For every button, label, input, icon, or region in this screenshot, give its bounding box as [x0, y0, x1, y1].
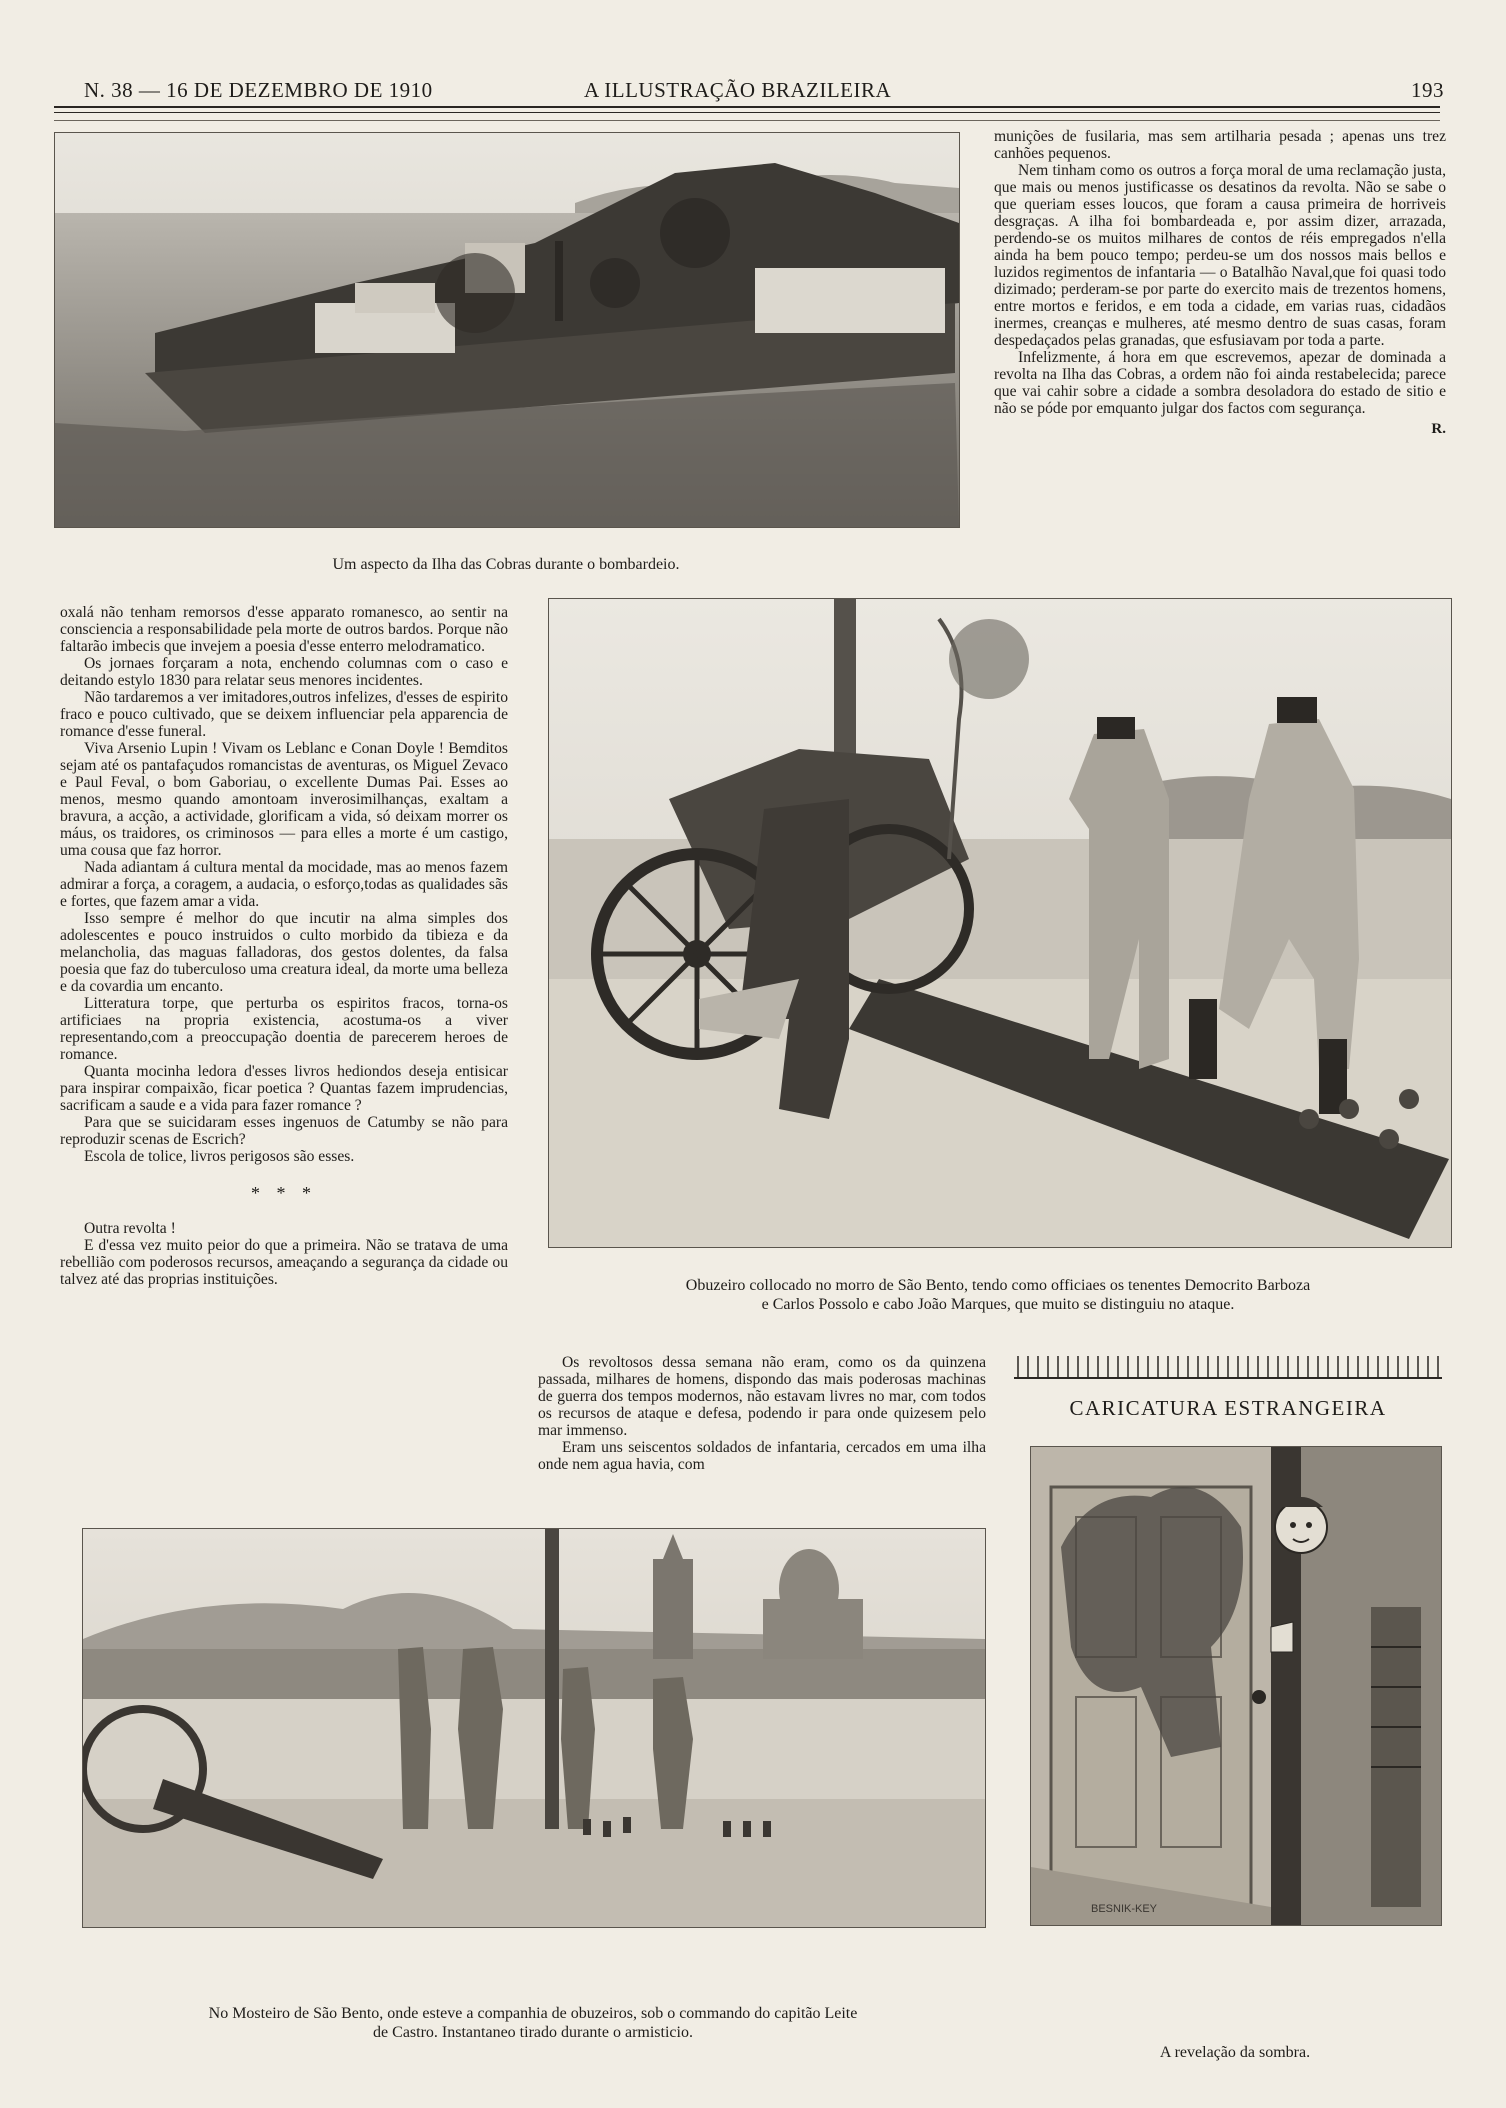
- caption-obuzeiro: [540, 1276, 1456, 1314]
- header-rule-lower: [54, 120, 1440, 121]
- caption-mosteiro: [82, 2004, 984, 2042]
- paragraph: Nada adiantam á cultura mental da mocidade, mas ao menos fazem admirar a força, a coragem, a audacia, o esforço,todas as qualidades sãs e fortes, que fazem amar a vida.: [60, 859, 508, 910]
- paragraph: Quanta mocinha ledora d'esses livros hediondos deseja entisicar para inspirar compaixão, ficar poetica ? Quantas fazem imprudencias, sacrificam a saude e a vida para fazer romance ?: [60, 1063, 508, 1114]
- caricatura-title: CARICATURA ESTRANGEIRA: [1069, 1396, 1387, 1420]
- magazine-title: A ILLUSTRAÇÃO BRAZILEIRA: [584, 78, 892, 102]
- header-rule: [54, 106, 1440, 108]
- illustration-caricatura: [1030, 1446, 1442, 1926]
- paragraph: E d'essa vez muito peior do que a primeira. Não se tratava de uma rebellião com poderosos recursos, ameaçando a segurança da cidade ou talvez até das proprias instituições.: [60, 1237, 508, 1288]
- caption-caricatura: A revelação da sombra.: [1159, 2044, 1311, 2061]
- article-middle: [538, 1354, 986, 1473]
- paragraph: Nem tinham como os outros a força moral de uma reclamação justa, que mais ou menos justificasse os desatinos da revolta. Não se sabe o que queriam esses loucos, que foram a causa primeira de horriveis desgraças. A ilha foi bombardeada e, por assim dizer, arrazada, perdendo-se os muitos milhares de contos de réis empregados n'ella ainda ha bem pouco tempo; perdeu-se um dos nossos mais bellos e luzidos regimentos de infantaria — o Batalhão Naval,que foi quasi todo dizimado; perderam-se por parte do exercito mais de trezentos homens, entre mortos e feridos, e em toda a cidade, em varias ruas, cidadãos inermes, creanças e mulheres, até mesmo dentro de suas casas, foram despedaçados pelas granadas, que esfusiavam por toda a parte.: [994, 162, 1446, 349]
- issue-date: N. 38 — 16 DE DEZEMBRO DE 1910: [84, 78, 433, 102]
- paragraph: oxalá não tenham remorsos d'esse apparato romanesco, ao sentir na consciencia a responsabilidade pela morte de outros bardos. Porque não faltarão imbecis que invejem a poesia d'esse enterro melodramatico.: [60, 604, 508, 655]
- paragraph: Escola de tolice, livros perigosos são esses.: [84, 1148, 355, 1165]
- caption-ilha: Um aspecto da Ilha das Cobras durante o bombardeio.: [332, 556, 680, 573]
- paragraph: Não tardaremos a ver imitadores,outros infelizes, d'esses de espirito fraco e pouco cultivado, que se deixem influenciar pela apparencia de romance d'esse funeral.: [60, 689, 508, 740]
- photo-ilha-das-cobras: [54, 132, 960, 528]
- header-rule-thin: [54, 112, 1440, 113]
- paragraph: Os jornaes forçaram a nota, enchendo columnas com o caso e deitando estylo 1830 para relatar seus menores incidentes.: [60, 655, 508, 689]
- ornamental-border: [1014, 1350, 1442, 1382]
- paragraph: Os revoltosos dessa semana não eram, como os da quinzena passada, milhares de homens, dispondo das mais poderosas machinas de guerra dos tempos modernos, não estavam livres no mar, com todos os recursos de ataque e defesa, podendo ir para onde quizesem pelo mar immenso.: [538, 1354, 986, 1439]
- photo-mosteiro-sao-bento: [82, 1528, 986, 1928]
- paragraph: Eram uns seiscentos soldados de infantaria, cercados em uma ilha onde nem agua havia, com: [538, 1439, 986, 1473]
- caption-line: de Castro. Instantaneo tirado durante o armisticio.: [373, 2024, 693, 2041]
- caption-line: No Mosteiro de São Bento, onde esteve a companhia de obuzeiros, sob o commando do capitão Leite: [208, 2005, 858, 2022]
- paragraph: Infelizmente, á hora em que escrevemos, apezar de dominada a revolta na Ilha das Cobras, a ordem não foi ainda restabelecida; parece que vai cahir sobre a cidade a sombra desoladora do estado de sitio e não se póde por emquanto julgar dos factos com segurança.: [994, 349, 1446, 417]
- caption-line: e Carlos Possolo e cabo João Marques, que muito se distinguiu no ataque.: [761, 1296, 1235, 1313]
- paragraph: Isso sempre é melhor do que incutir na alma simples dos adolescentes e pouco instruidos o culto morbido da tibieza e da melancholia, das maguas falladoras, dos gestos dolentes, da falsa poesia que faz do tuberculoso uma creatura ideal, da morte uma belleza e da covardia um encanto.: [60, 910, 508, 995]
- page-number: 193: [1411, 78, 1444, 102]
- paragraph: Litteratura torpe, que perturba os espiritos fracos, torna-os artificiaes na propria existencia, acostuma-os a viver representando,com a preoccupação doentia de parecerem heroes de romance.: [60, 995, 508, 1063]
- article-right-top: [994, 128, 1446, 438]
- article-left: [60, 604, 508, 1288]
- paragraph: Viva Arsenio Lupin ! Vivam os Leblanc e Conan Doyle ! Bemditos sejam até os pantafaçudos romancistas de aventuras, os Miguel Zevaco e Paul Feval, o bom Gaboriau, o excellente Dumas Pai. Esses ao menos, mesmo quando amontoam inverosimilhanças, exaltam a bravura, a acção, a actividade, glorificam a vida, só deixam morrer os máus, os traidores, os criminosos — para elles a morte é um castigo, uma cousa que faz horror.: [60, 740, 508, 859]
- caricatura-signature: BESNIK-KEY: [1091, 1903, 1158, 1915]
- signature: R.: [1431, 421, 1446, 437]
- section-separator: * * *: [251, 1183, 317, 1203]
- paragraph: munições de fusilaria, mas sem artilharia pesada ; apenas uns trez canhões pequenos.: [994, 128, 1446, 162]
- photo-obuzeiro: [548, 598, 1452, 1248]
- caption-line: Obuzeiro collocado no morro de São Bento, tendo como officiaes os tenentes Democrito Barboza: [685, 1277, 1311, 1294]
- paragraph: Para que se suicidaram esses ingenuos de Catumby se não para reproduzir scenas de Escrich?: [60, 1114, 508, 1148]
- paragraph: Outra revolta !: [84, 1220, 176, 1237]
